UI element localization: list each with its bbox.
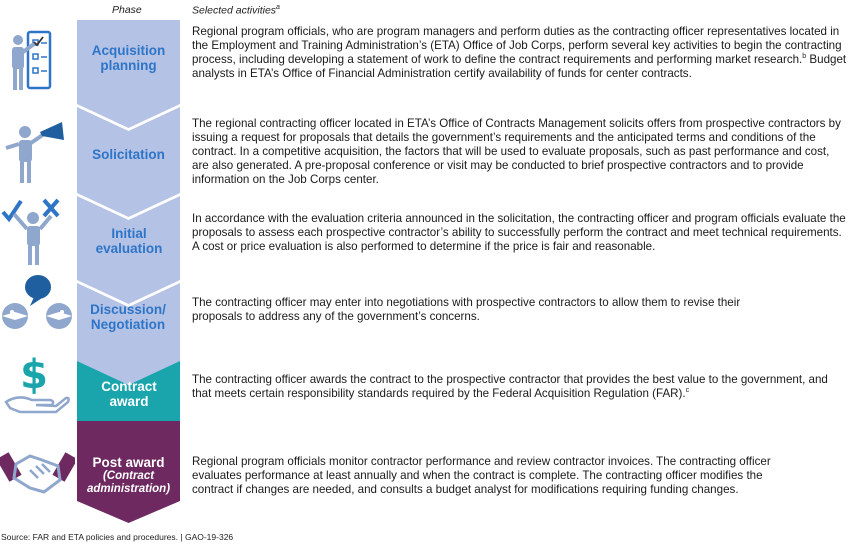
- handshake-icon: [0, 440, 75, 500]
- phase-header: Phase: [112, 4, 142, 16]
- check-and-x-person-icon: [0, 196, 75, 266]
- source-note: Source: FAR and ETA policies and procedures. | GAO-19-326: [1, 532, 234, 542]
- megaphone-person-icon: [0, 118, 75, 184]
- phase-label: Post award (Contract administration): [86, 455, 171, 495]
- phase-description-solicitation: The regional contracting officer located in ETA’s Office of Contracts Management solicits offers from prospective contractors by issuing a request for proposals that details the government’s requirements and the anticipated terms and conditions of the contract. In a competitive acquisition, the factors that will be used to evaluate proposals, such as past performance and cost, are also generated. A pre-proposal conference or visit may be conducted to brief prospective contractors and to provide information on the Job Corps center.: [192, 117, 841, 186]
- phase-label: Initial evaluation: [95, 226, 163, 256]
- phase-label: Discussion/ Negotiation: [90, 302, 166, 332]
- phase-label: Solicitation: [92, 147, 165, 162]
- dollar-hand-icon: [0, 350, 75, 416]
- phase-chevron-post-award: [77, 421, 180, 523]
- speech-faces-icon: [0, 272, 75, 334]
- phase-description-discussion-negotiation: The contracting officer may enter into negotiations with prospective contractors to allow them to revise their proposals to address any of the government’s concerns.: [192, 296, 741, 323]
- svg-text:$: $: [20, 352, 48, 398]
- phase-description-initial-evaluation: In accordance with the evaluation criteria announced in the solicitation, the contracting officer and program officials evaluate the proposals to assess each prospective contractor’s ability to successfully perform the contract and meet technical requirements. A cost or price evaluation is also performed to determine if the price is fair and reasonable.: [192, 212, 846, 253]
- phase-description-acquisition-planning: Regional program officials, who are program managers and perform duties as the contracting officer representatives located in the Employment and Training Administration’s (ETA) Office of Job Corps, perform several key activities to begin the contracting process, including developing a statement of work to define the contract requirements and performing market research.$^b$ Budget analysts in ETA’s Office of Financial Administration certify availability of funds for center contracts.: [192, 25, 847, 80]
- phase-description-contract-award: The contracting officer awards the contract to the prospective contractor that provides the best value to the government, and that meets certain responsibility standards required by the Federal Acquisition Regulation (FAR).$^c$: [192, 373, 828, 400]
- checklist-person-icon: [0, 30, 75, 94]
- phase-label: Contract award: [101, 379, 157, 409]
- phase-label: Acquisition planning: [91, 43, 166, 73]
- activities-header: Selected activities$^a$: [192, 4, 280, 17]
- phase-description-post-award: Regional program officials monitor contractor performance and review contractor invoices. The contracting officer evaluates performance at least annually and when the contract is complete. The contracting officer modifies the contract if changes are needed, and consults a budget analyst for modifications requiring funding changes.: [192, 455, 771, 496]
